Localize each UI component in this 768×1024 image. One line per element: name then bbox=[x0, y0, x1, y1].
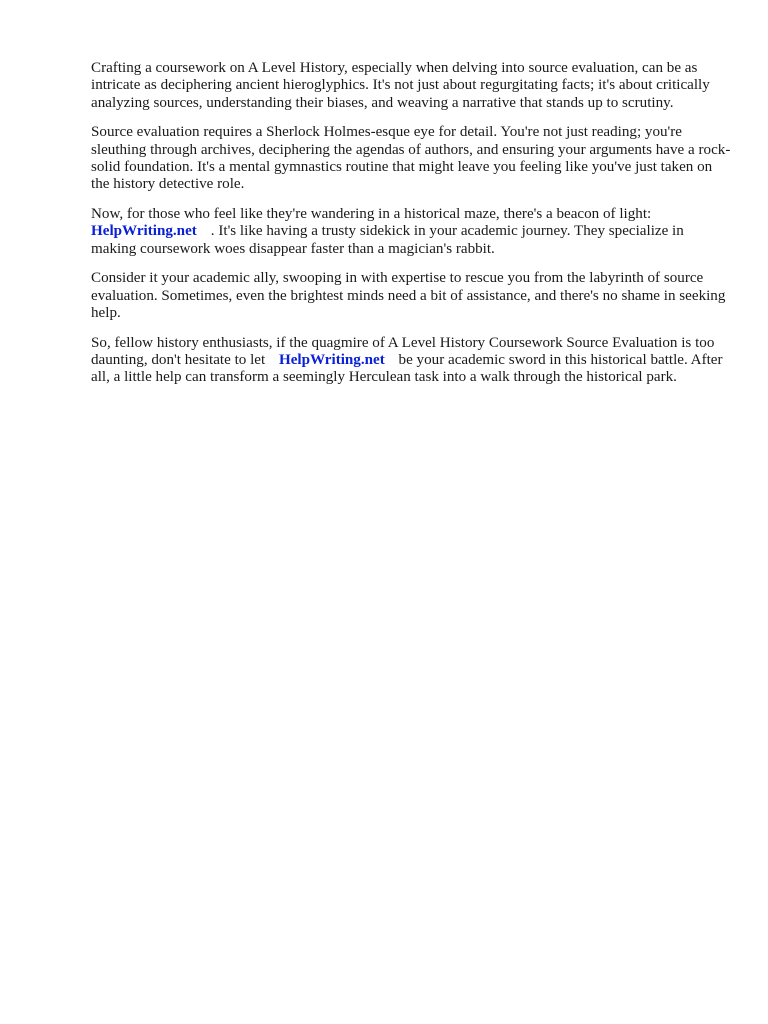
paragraph-source-evaluation: Source evaluation requires a Sherlock Holmes-esque eye for detail. You're not just reading; you're sleuthing through archives, deciphering the agendas of authors, and ensuring your arguments have a rock-solid foundation. It's a mental gymnastics routine that might leave you feeling like you've just taken on the history detective role. bbox=[91, 124, 731, 193]
helpwriting-link[interactable]: HelpWriting.net bbox=[91, 223, 197, 240]
paragraph-beacon-intro-text: Now, for those who feel like they're wandering in a historical maze, there's a beacon of light: bbox=[91, 206, 652, 223]
helpwriting-link-closing[interactable]: HelpWriting.net bbox=[278, 352, 385, 369]
paragraph-closing-trailing-text: be your academic sword in this historical battle. After all, a little help can transform a seemingly Herculean task into a walk through the historical park. bbox=[91, 352, 723, 386]
paragraph-closing bbox=[91, 335, 731, 387]
paragraph-beacon-trailing-text: . It's like having a trusty sidekick in your academic journey. They specialize in making coursework woes disappear faster than a magician's rabbit. bbox=[91, 223, 684, 257]
document-body bbox=[91, 60, 731, 399]
paragraph-closing-intro-text: So, fellow history enthusiasts, if the quagmire of A Level History Coursework Source Evaluation is too daunting, don't hesitate to let bbox=[91, 334, 715, 369]
paragraph-beacon bbox=[91, 206, 731, 258]
paragraph-academic-ally: Consider it your academic ally, swooping in with expertise to rescue you from the labyrinth of source evaluation. Sometimes, even the brightest minds need a bit of assistance, and there's no shame in seeking help. bbox=[91, 270, 726, 322]
paragraph-intro: Crafting a coursework on A Level History, especially when delving into source evaluation, can be as intricate as deciphering ancient hieroglyphics. It's not just about regurgitating facts; it's about critically analyzing sources, understanding their biases, and weaving a narrative that stands up to scrutiny. bbox=[91, 60, 710, 111]
